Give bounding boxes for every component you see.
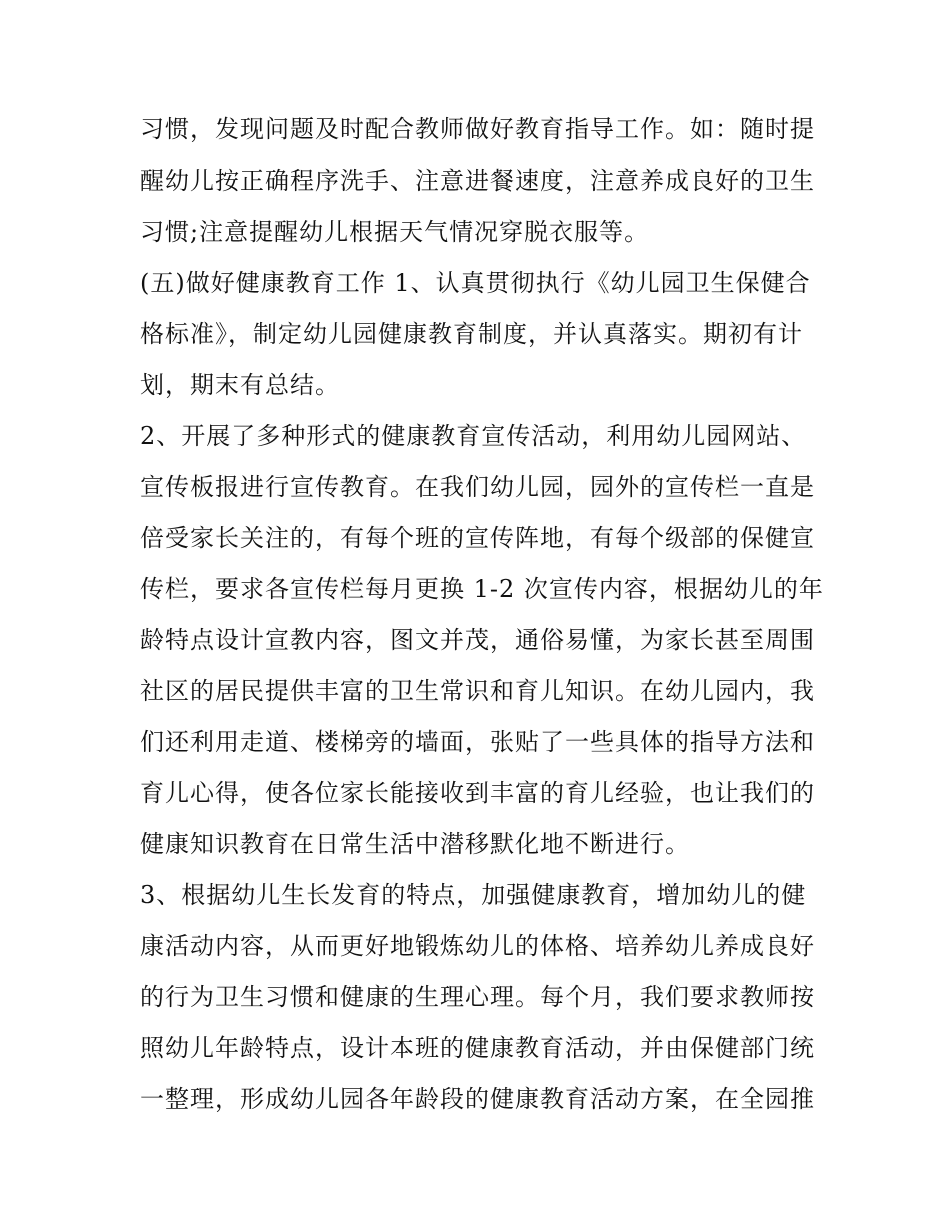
text-line: 康活动内容，从而更好地锻炼幼儿的体格、培养幼儿养成良好	[140, 932, 815, 960]
text-line: 醒幼儿按正确程序洗手、注意进餐速度，注意养成良好的卫生	[140, 167, 815, 195]
text-line: 们还利用走道、楼梯旁的墙面，张贴了一些具体的指导方法和	[140, 728, 815, 756]
text-line: 社区的居民提供丰富的卫生常识和育儿知识。在幼儿园内，我	[140, 677, 815, 705]
text-line: 3、根据幼儿生长发育的特点，加强健康教育，增加幼儿的健	[140, 881, 807, 909]
text-line: 2、开展了多种形式的健康教育宣传活动，利用幼儿园网站、	[140, 422, 807, 450]
text-line: 一整理，形成幼儿园各年龄段的健康教育活动方案，在全园推	[140, 1085, 815, 1113]
text-line: 习惯，发现问题及时配合教师做好教育指导工作。如：随时提	[140, 115, 815, 143]
text-line: 的行为卫生习惯和健康的生理心理。每个月，我们要求教师按	[140, 983, 815, 1011]
text-line: 照幼儿年龄特点，设计本班的健康教育活动，并由保健部门统	[140, 1034, 815, 1062]
text-line: 宣传板报进行宣传教育。在我们幼儿园，园外的宣传栏一直是	[140, 473, 815, 501]
text-line: 龄特点设计宣教内容，图文并茂，通俗易懂，为家长甚至周围	[140, 626, 815, 654]
text-line: 育儿心得，使各位家长能接收到丰富的育儿经验，也让我们的	[140, 779, 815, 807]
text-line: (五)做好健康教育工作 1、认真贯彻执行《幼儿园卫生保健合	[140, 269, 811, 297]
text-line: 格标准》，制定幼儿园健康教育制度，并认真落实。期初有计	[140, 320, 803, 348]
text-line: 健康知识教育在日常生活中潜移默化地不断进行。	[140, 830, 690, 858]
text-line: 传栏，要求各宣传栏每月更换 1-2 次宣传内容，根据幼儿的年	[140, 575, 824, 603]
text-line: 习惯;注意提醒幼儿根据天气情况穿脱衣服等。	[140, 218, 650, 246]
text-line: 划，期末有总结。	[140, 371, 340, 399]
text-line: 倍受家长关注的，有每个班的宣传阵地，有每个级部的保健宣	[140, 524, 815, 552]
